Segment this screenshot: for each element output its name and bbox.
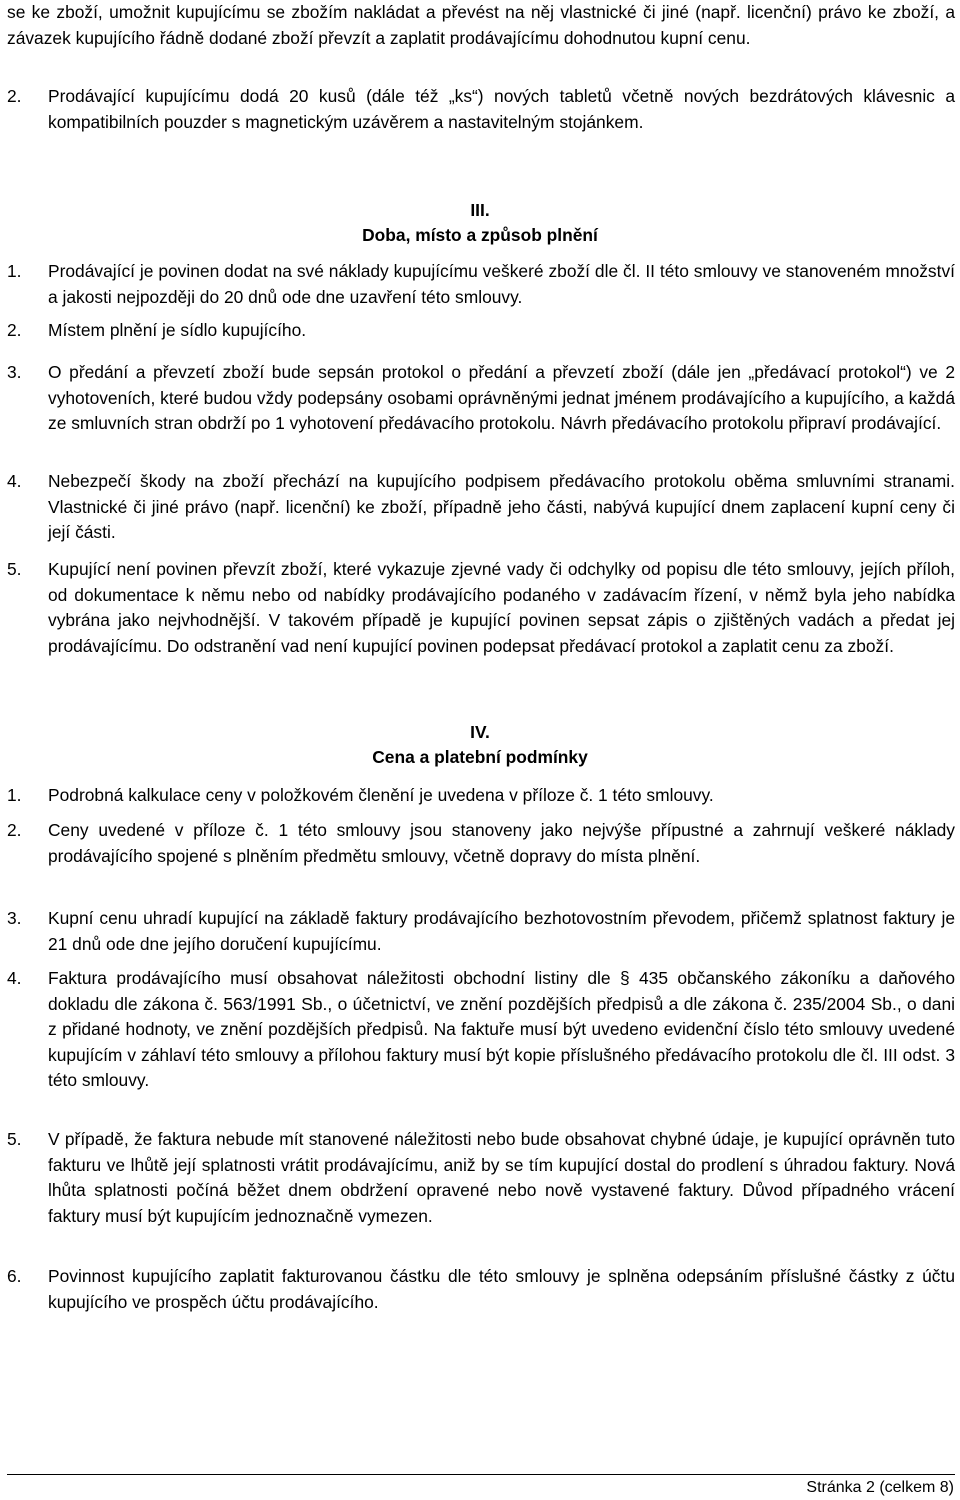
section-3-item-5 (7, 557, 955, 659)
intro-item-2 (7, 84, 955, 135)
section-4-item-3 (7, 906, 955, 957)
section-4-item-6 (7, 1264, 955, 1315)
item-number: 3. (7, 908, 22, 928)
item-number: 6. (7, 1266, 22, 1286)
item-text: Podrobná kalkulace ceny v položkovém členění je uvedena v příloze č. 1 této smlouvy. (48, 785, 714, 805)
intro-continuation-paragraph: se ke zboží, umožnit kupujícímu se zbožím nakládat a převést na něj vlastnické či jiné (např. licenční) právo ke zboží, a závazek kupujícího řádně dodané zboží převzít a zaplatit prodávajícímu dohodnutou kupní cenu. (7, 2, 955, 48)
item-number: 2. (7, 320, 22, 340)
section-4-item-4 (7, 966, 955, 1094)
item-text: Kupující není povinen převzít zboží, které vykazuje zjevné vady či odchylky od popisu dle této smlouvy, jejích příloh, od dokumentace k němu nebo od nabídky prodávajícího podaného v zadávacím řízení, v němž byla jeho nabídka vybrána jako nejvhodnější. V takovém případě je kupující povinen sepsat zápis o zjištěných vadách a předat jej prodávajícímu. Do odstranění vad není kupující povinen podepsat předávací protokol a zaplatit cenu za zboží. (48, 559, 955, 656)
item-number: 4. (7, 471, 22, 491)
item-text: V případě, že faktura nebude mít stanovené náležitosti nebo bude obsahovat chybné údaje, je kupující oprávněn tuto fakturu ve lhůtě její splatnosti vrátit prodávajícímu, aniž by se tím kupující dostal do prodlení s úhradou faktury. Nová lhůta splatnosti počíná běžet dnem obdržení opravené nebo nově vystavené faktury. Důvod případného vrácení faktury musí být kupujícím jednoznačně vymezen. (48, 1129, 955, 1226)
item-text: Prodávající kupujícímu dodá 20 kusů (dále též „ks“) nových tabletů včetně nových bezdrátových klávesnic a kompatibilních pouzder s magnetickým uzávěrem a nastavitelným stojánkem. (48, 86, 955, 132)
section-3-title: Doba, místo a způsob plnění (362, 225, 598, 245)
item-text: O předání a převzetí zboží bude sepsán protokol o předání a převzetí zboží (dále jen „předávací protokol“) ve 2 vyhotoveních, které budou vždy podepsány osobami oprávněnými jednat jménem prodávajícího a kupujícího, a každá ze smluvních stran obdrží po 1 vyhotovení předávacího protokolu. Návrh předávacího protokolu připraví prodávající. (48, 362, 955, 433)
section-4-number: IV. (470, 722, 490, 742)
section-3-item-3 (7, 360, 955, 437)
page-number-label: Stránka 2 (celkem 8) (806, 1479, 954, 1496)
item-number: 5. (7, 1129, 22, 1149)
section-3-number: III. (470, 200, 490, 220)
section-4-title: Cena a platební podmínky (372, 747, 588, 767)
item-number: 1. (7, 261, 22, 281)
item-text: Kupní cenu uhradí kupující na základě faktury prodávajícího bezhotovostním převodem, přičemž splatnost faktury je 21 dnů ode dne jejího doručení kupujícímu. (48, 908, 955, 954)
footer-divider (7, 1474, 955, 1475)
item-number: 3. (7, 362, 22, 382)
item-text: Faktura prodávajícího musí obsahovat náležitosti obchodní listiny dle § 435 občanského zákoníku a daňového dokladu dle zákona č. 563/1991 Sb., o účetnictví, ve znění pozdějších předpisů a dle zákona č. 235/2004 Sb., o dani z přidané hodnoty, ve znění pozdějších předpisů. Na faktuře musí být uvedeno evidenční číslo této smlouvy uvedené kupujícím v záhlaví této smlouvy a přílohou faktury musí být kopie příslušného předávacího protokolu dle čl. III odst. 3 této smlouvy. (48, 968, 955, 1090)
item-text: Místem plnění je sídlo kupujícího. (48, 320, 307, 340)
item-number: 2. (7, 86, 22, 106)
item-text: Povinnost kupujícího zaplatit fakturovanou částku dle této smlouvy je splněna odepsáním příslušné částky z účtu kupujícího ve prospěch účtu prodávajícího. (48, 1266, 955, 1312)
item-text: Prodávající je povinen dodat na své náklady kupujícímu veškeré zboží dle čl. II této smlouvy ve stanoveném množství a jakosti nejpozději do 20 dnů ode dne uzavření této smlouvy. (48, 261, 955, 307)
section-4-item-1 (7, 783, 955, 809)
section-4-item-2 (7, 818, 955, 869)
item-number: 2. (7, 820, 22, 840)
item-text: Ceny uvedené v příloze č. 1 této smlouvy jsou stanoveny jako nejvýše přípustné a zahrnují veškeré náklady prodávajícího spojené s plněním předmětu smlouvy, včetně dopravy do místa plnění. (48, 820, 955, 866)
section-3-item-1 (7, 259, 955, 310)
item-number: 1. (7, 785, 22, 805)
section-4-item-5 (7, 1127, 955, 1229)
item-number: 5. (7, 559, 22, 579)
item-number: 4. (7, 968, 22, 988)
section-3-item-4 (7, 469, 955, 546)
item-text: Nebezpečí škody na zboží přechází na kupujícího podpisem předávacího protokolu oběma smluvními stranami. Vlastnické či jiné právo (např. licenční) ke zboží, případně jeho části, nabývá kupující dnem zaplacení kupní ceny či její části. (48, 471, 955, 542)
section-3-item-2 (7, 318, 955, 344)
